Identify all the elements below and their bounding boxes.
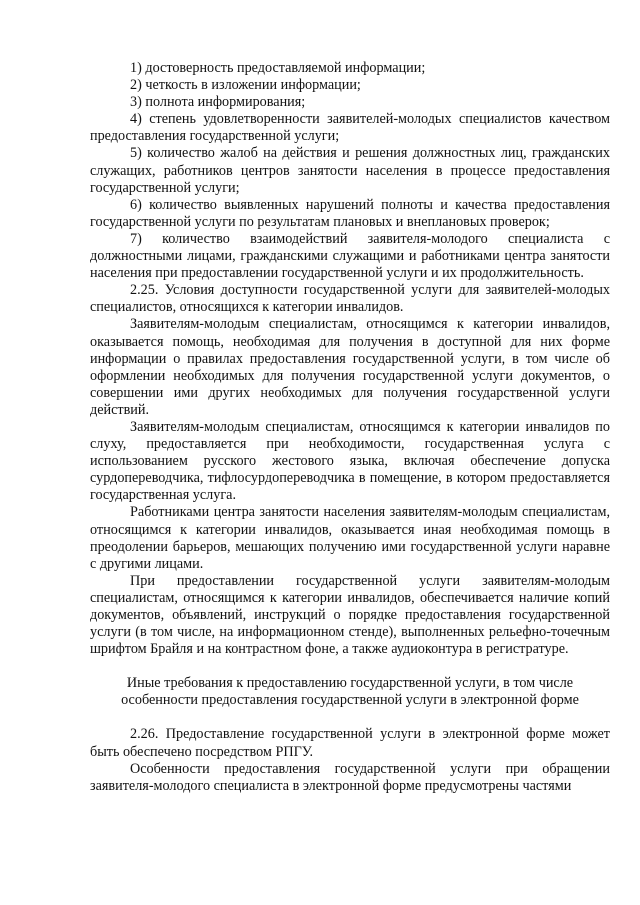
paragraph-electronic-features: Особенности предоставления государственной услуги при обращении заявителя-молодого специалиста в электронной форме предусмотрены частями	[90, 760, 610, 794]
list-item-2: 2) четкость в изложении информации;	[130, 77, 361, 94]
section-2-26: 2.26. Предоставление государственной услуги в электронной форме может быть обеспечено посредством РПГУ.	[90, 726, 610, 760]
section-heading-line-2: особенности предоставления государственной услуги в электронной форме	[121, 692, 579, 709]
section-2-25: 2.25. Условия доступности государственной услуги для заявителей-молодых специалистов, относящихся к категории инвалидов.	[90, 282, 610, 316]
spacer	[90, 709, 610, 726]
list-item-1: 1) достоверность предоставляемой информации;	[130, 60, 426, 76]
list-item-5: 5) количество жалоб на действия и решения должностных лиц, гражданских служащих, работников центров занятости населения в процессе предоставления государственной услуги;	[90, 145, 610, 196]
section-heading-line-1: Иные требования к предоставлению государственной услуги, в том числе	[126, 675, 574, 692]
list-item-7: 7) количество взаимодействий заявителя-молодого специалиста с должностными лицами, гражданскими служащими и работниками центра занятости населения при предоставлении государственной услуги и их продолжительность.	[90, 230, 610, 282]
list-item-3: 3) полнота информирования;	[130, 94, 306, 111]
list-item-6: 6) количество выявленных нарушений полноты и качества предоставления государственной услуги по результатам плановых и внеплановых проверок;	[90, 196, 610, 230]
paragraph-barriers: Работниками центра занятости населения заявителям-молодым специалистам, относящимся к категории инвалидов, оказывается иная необходимая помощь в преодолении барьеров, мешающих получению ими государственной услуги наравне с другими лицами.	[90, 504, 610, 572]
paragraph-assistance: Заявителям-молодым специалистам, относящимся к категории инвалидов, оказывается помощь, необходимая для получения в доступной для них форме информации о правилах предоставления государственной услуги, в том числе об оформлении необходимых для получения государственной услуги документов, о совершении ими других необходимых для получения государственной услуги действий.	[90, 316, 610, 418]
list-item-4: 4) степень удовлетворенности заявителей-молодых специалистов качеством предоставления государственной услуги;	[90, 111, 610, 145]
spacer	[90, 658, 610, 675]
paragraph-braille: При предоставлении государственной услуги заявителям-молодым специалистам, относящимся к категории инвалидов, обеспечивается наличие копий документов, объявлений, инструкций о порядке предоставления государственной услуги (в том числе, на информационном стенде), выполненных рельефно-точечным шрифтом Брайля и на контрастном фоне, а также аудиоконтура в регистратуре.	[90, 572, 610, 658]
paragraph-hearing: Заявителям-молодым специалистам, относящимся к категории инвалидов по слуху, предоставляется при необходимости, государственная услуга с использованием русского жестового языка, включая обеспечение допуска сурдопереводчика, тифлосурдопереводчика в помещение, в котором предоставляется государственная услуга.	[90, 418, 610, 504]
document-page	[90, 60, 610, 795]
